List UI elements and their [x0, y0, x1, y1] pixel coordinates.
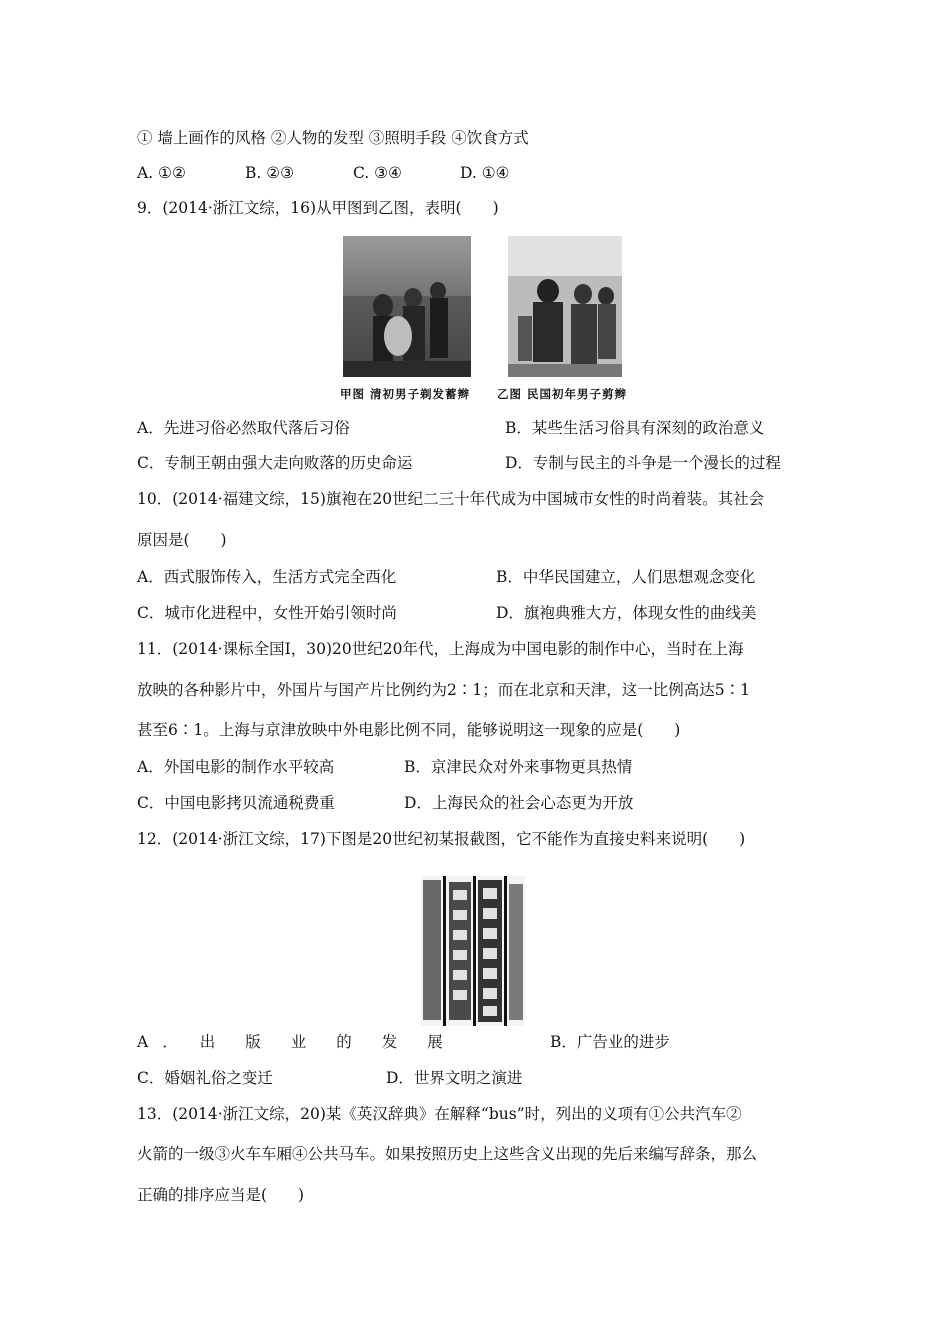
q8-items: ① 墙上画作的风格 ②人物的发型 ③照明手段 ④饮食方式: [137, 129, 529, 147]
q12-option-d: D．世界文明之演进: [386, 1069, 523, 1087]
q11-option-b: B．京津民众对外来事物更具热情: [404, 758, 633, 776]
q12-stem: 12．(2014·浙江文综，17)下图是20世纪初某报截图，它不能作为直接史料来说明( ): [137, 830, 746, 848]
q11-stem-line1: 11．(2014·课标全国Ⅰ，30)20世纪20年代，上海成为中国电影的制作中心，当时在上海: [137, 640, 744, 658]
q12-option-a-char: 发: [381, 1033, 398, 1051]
q12-option-a-char: 版: [245, 1033, 261, 1051]
q10-stem-line1: 10．(2014·福建文综，15)旗袍在20世纪二三十年代成为中国城市女性的时尚着装。其社会: [137, 490, 765, 508]
q13-stem-line3: 正确的排序应当是( ): [137, 1186, 305, 1204]
q11-stem-line2: 放映的各种影片中，外国片与国产片比例约为2∶1；而在北京和天津，这一比例高达5∶1: [137, 681, 750, 699]
q9-option-c: C．专制王朝由强大走向败落的历史命运: [137, 454, 413, 472]
q11-option-c: C．中国电影拷贝流通税费重: [137, 794, 335, 812]
q12-option-a-char: 展: [427, 1033, 443, 1051]
q12-option-a: [137, 1032, 443, 1052]
q12-option-a-char: A: [137, 1033, 149, 1051]
q13-stem-line1: 13．(2014·浙江文综，20)某《英汉辞典》在解释“bus”时，列出的义项有①公共汽车②: [137, 1105, 742, 1123]
newspaper-clipping-image: [421, 876, 525, 1026]
q8-option-a: A. ①②: [137, 164, 186, 182]
q9-caption-left: 甲图 清初男子剃发蓄辫: [340, 387, 471, 401]
q9-option-d: D．专制与民主的斗争是一个漫长的过程: [505, 454, 781, 472]
q9-option-b: B．某些生活习俗具有深刻的政治意义: [505, 419, 765, 437]
q12-option-c: C．婚姻礼俗之变迁: [137, 1069, 273, 1087]
q10-option-d: D．旗袍典雅大方，体现女性的曲线美: [496, 604, 757, 622]
qing-queue-photo: [343, 236, 471, 377]
q12-option-b: B．广告业的进步: [550, 1033, 670, 1051]
q9-caption-right: 乙图 民国初年男子剪辫: [497, 387, 628, 401]
q11-stem-line3: 甚至6∶1。上海与京津放映中外电影比例不同，能够说明这一现象的应是( ): [137, 721, 681, 739]
q8-option-b: B. ②③: [245, 164, 295, 182]
republic-queue-photo: [508, 236, 622, 377]
q11-option-d: D．上海民众的社会心态更为开放: [404, 794, 634, 812]
q12-option-a-char: 的: [336, 1033, 352, 1051]
q10-option-c: C．城市化进程中，女性开始引领时尚: [137, 604, 397, 622]
q12-option-a-char: 出: [199, 1033, 216, 1051]
q8-option-d: D. ①④: [460, 164, 510, 182]
q12-option-a-char: 业: [290, 1033, 307, 1051]
q10-option-b: B．中华民国建立，人们思想观念变化: [496, 568, 756, 586]
q8-option-c: C. ③④: [353, 164, 402, 182]
q10-option-a: A．西式服饰传入，生活方式完全西化: [137, 568, 397, 586]
q11-option-a: A．外国电影的制作水平较高: [137, 758, 335, 776]
q12-option-a-char: ．: [162, 1033, 178, 1051]
q9-option-a: A．先进习俗必然取代落后习俗: [137, 419, 350, 437]
q13-stem-line2: 火箭的一级③火车车厢④公共马车。如果按照历史上这些含义出现的先后来编写辞条，那么: [137, 1145, 758, 1163]
q10-stem-line2: 原因是( ): [137, 531, 227, 549]
q9-stem: 9．(2014·浙江文综，16)从甲图到乙图，表明( ): [137, 199, 499, 217]
